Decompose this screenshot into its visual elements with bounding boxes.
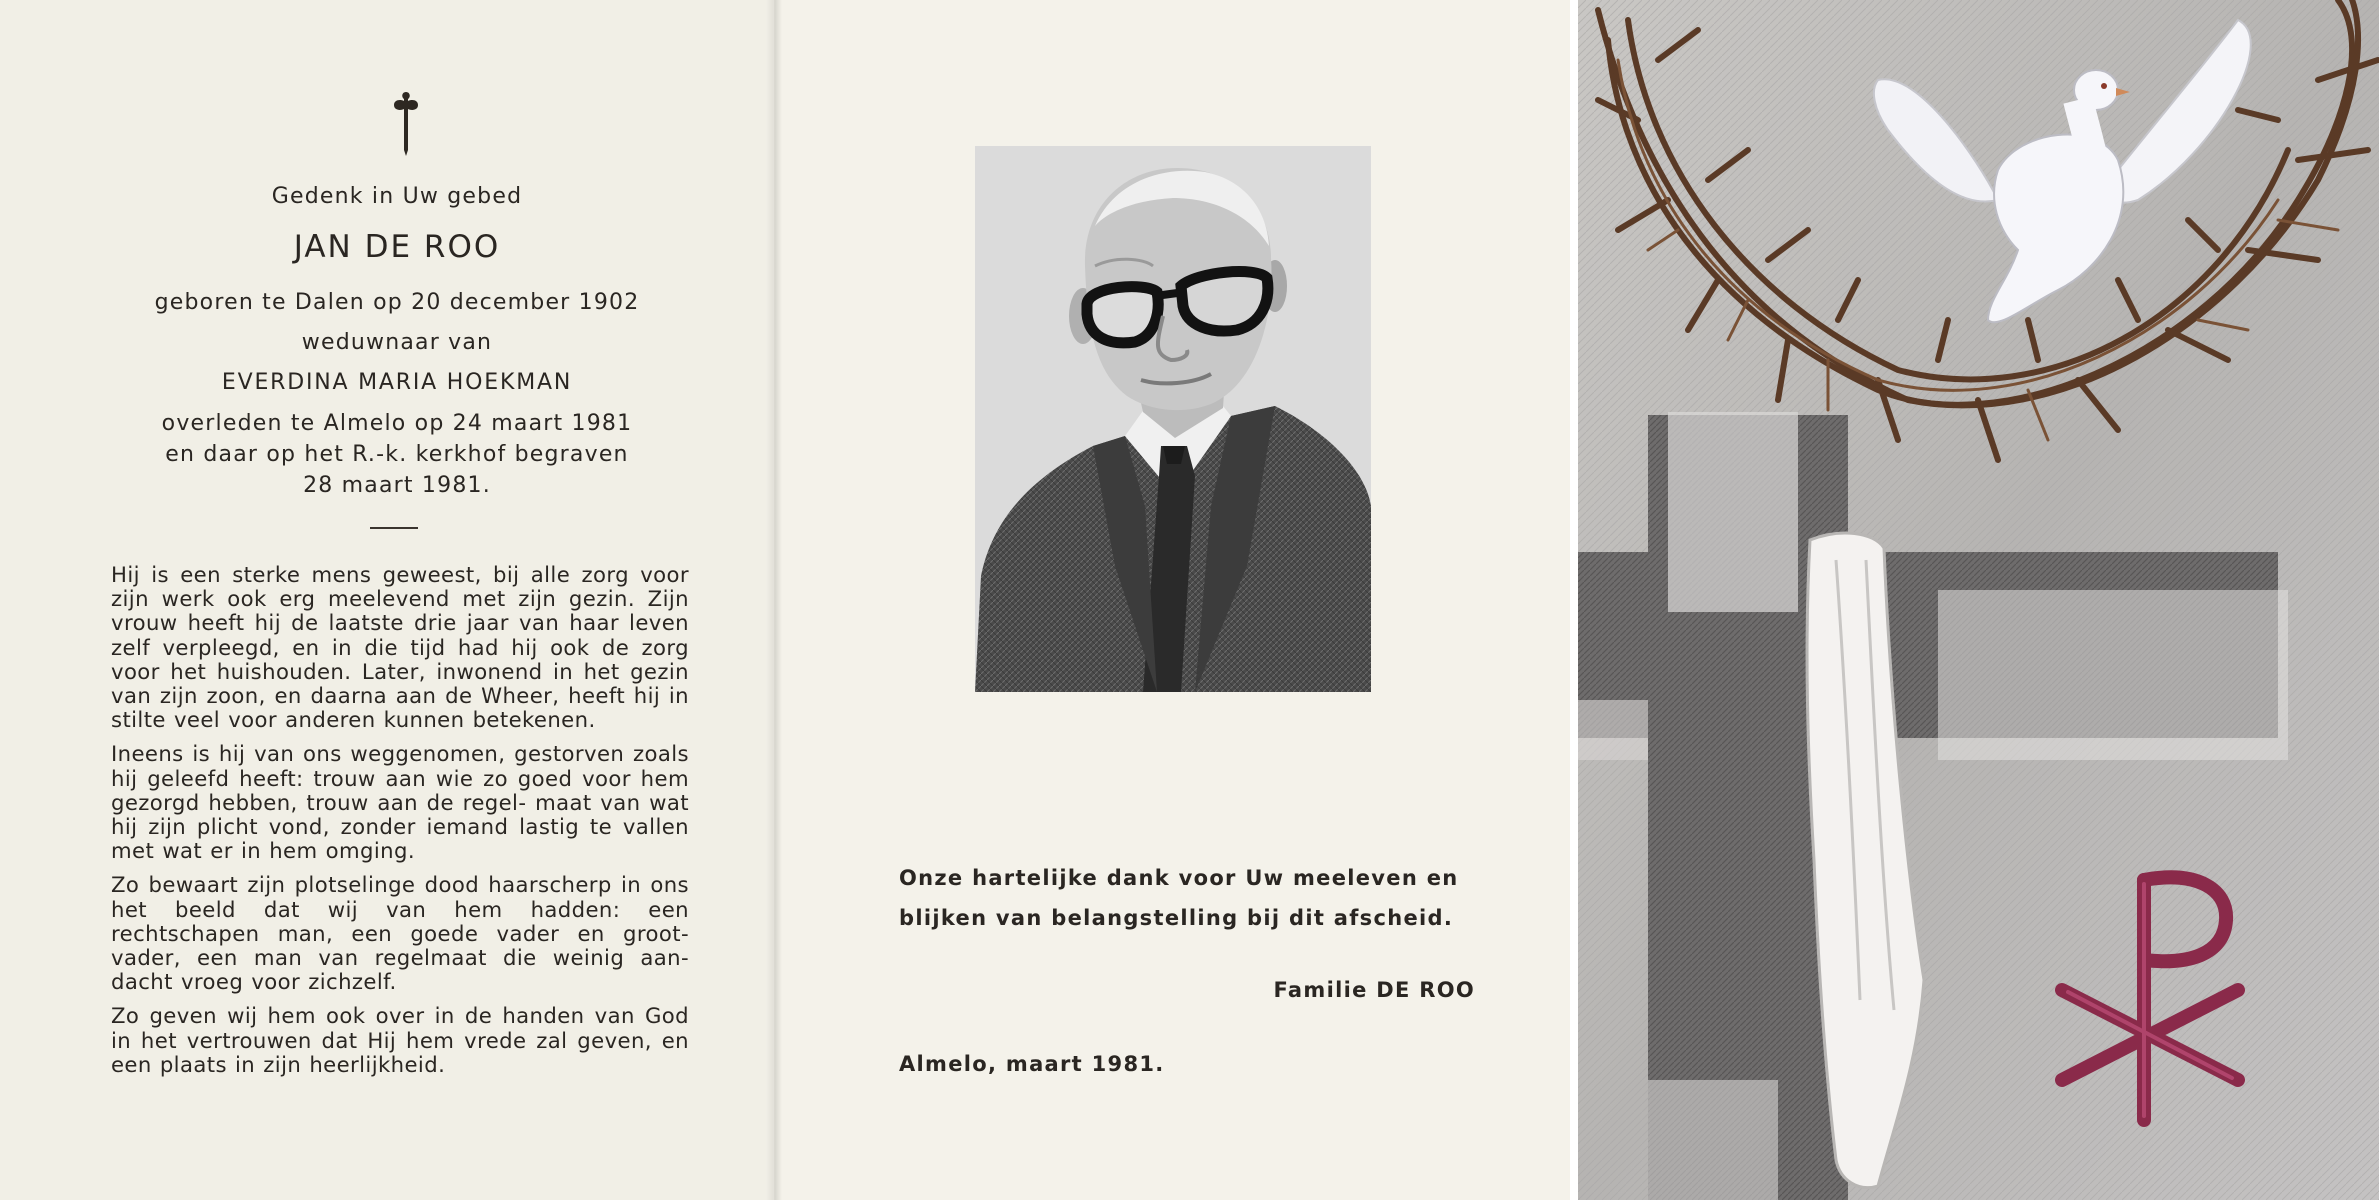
thanks-line-2: blijken van belangstelling bij dit afscheid. [899, 906, 1454, 930]
illustration-panel [1578, 0, 2379, 1200]
bio-paragraph: Zo geven wij hem ook over in de handen van God in het vertrouwen dat Hij hem vrede zal geven, en een plaats in zijn heerlijkheid. [111, 1003, 689, 1077]
deceased-name: JAN DE ROO [293, 229, 501, 265]
scan-gap [1570, 0, 1578, 1200]
spouse-name: EVERDINA MARIA HOEKMAN [221, 370, 573, 395]
card-fold [766, 0, 782, 1200]
portrait-photo [975, 146, 1371, 692]
death-line-1: overleden te Almelo op 24 maart 1981 [161, 411, 633, 436]
cross-icon [389, 90, 423, 156]
biography [111, 563, 689, 1087]
place-date: Almelo, maart 1981. [899, 1052, 1165, 1076]
widower-line: weduwnaar van [301, 330, 493, 355]
thanks-line-1: Onze hartelijke dank voor Uw meeleven en [899, 866, 1459, 890]
death-line-2: en daar op het R.-k. kerkhof begraven [165, 442, 629, 467]
birth-line: geboren te Dalen op 20 december 1902 [154, 290, 640, 315]
bio-paragraph: Zo bewaart zijn plotselinge dood haarscherp in ons het beeld dat wij van hem hadden: een rechtschapen man, een goede vader en groot- vader, een man van regelmaat die weinig aan- dacht vroeg voor zichzelf. [111, 872, 689, 995]
text-panel [0, 0, 773, 1200]
religious-illustration [1578, 0, 2379, 1200]
bio-paragraph: Hij is een sterke mens geweest, bij alle zorg voor zijn werk ook erg meelevend met zijn gezin. Zijn vrouw heeft hij de laatste drie jaar van haar leven zelf verpleegd, en in die tijd had hij ook de zorg voor het huishouden. Later, inwonend in het gezin van zijn zoon, en daarna aan de Wheer, heeft hij in stilte veel voor anderen kunnen betekenen. [111, 562, 689, 733]
family-signature: Familie DE ROO [1273, 978, 1475, 1002]
prayer-heading: Gedenk in Uw gebed [271, 184, 523, 209]
death-line-3: 28 maart 1981. [303, 473, 491, 498]
bio-paragraph: Ineens is hij van ons weggenomen, gestorven zoals hij geleefd heeft: trouw aan wie zo goed voor hem gezorgd hebben, trouw aan de regel- maat van wat hij zijn plicht vond, zonder iemand lastig te vallen met wat er in hem omging. [111, 741, 689, 864]
divider [370, 527, 418, 529]
